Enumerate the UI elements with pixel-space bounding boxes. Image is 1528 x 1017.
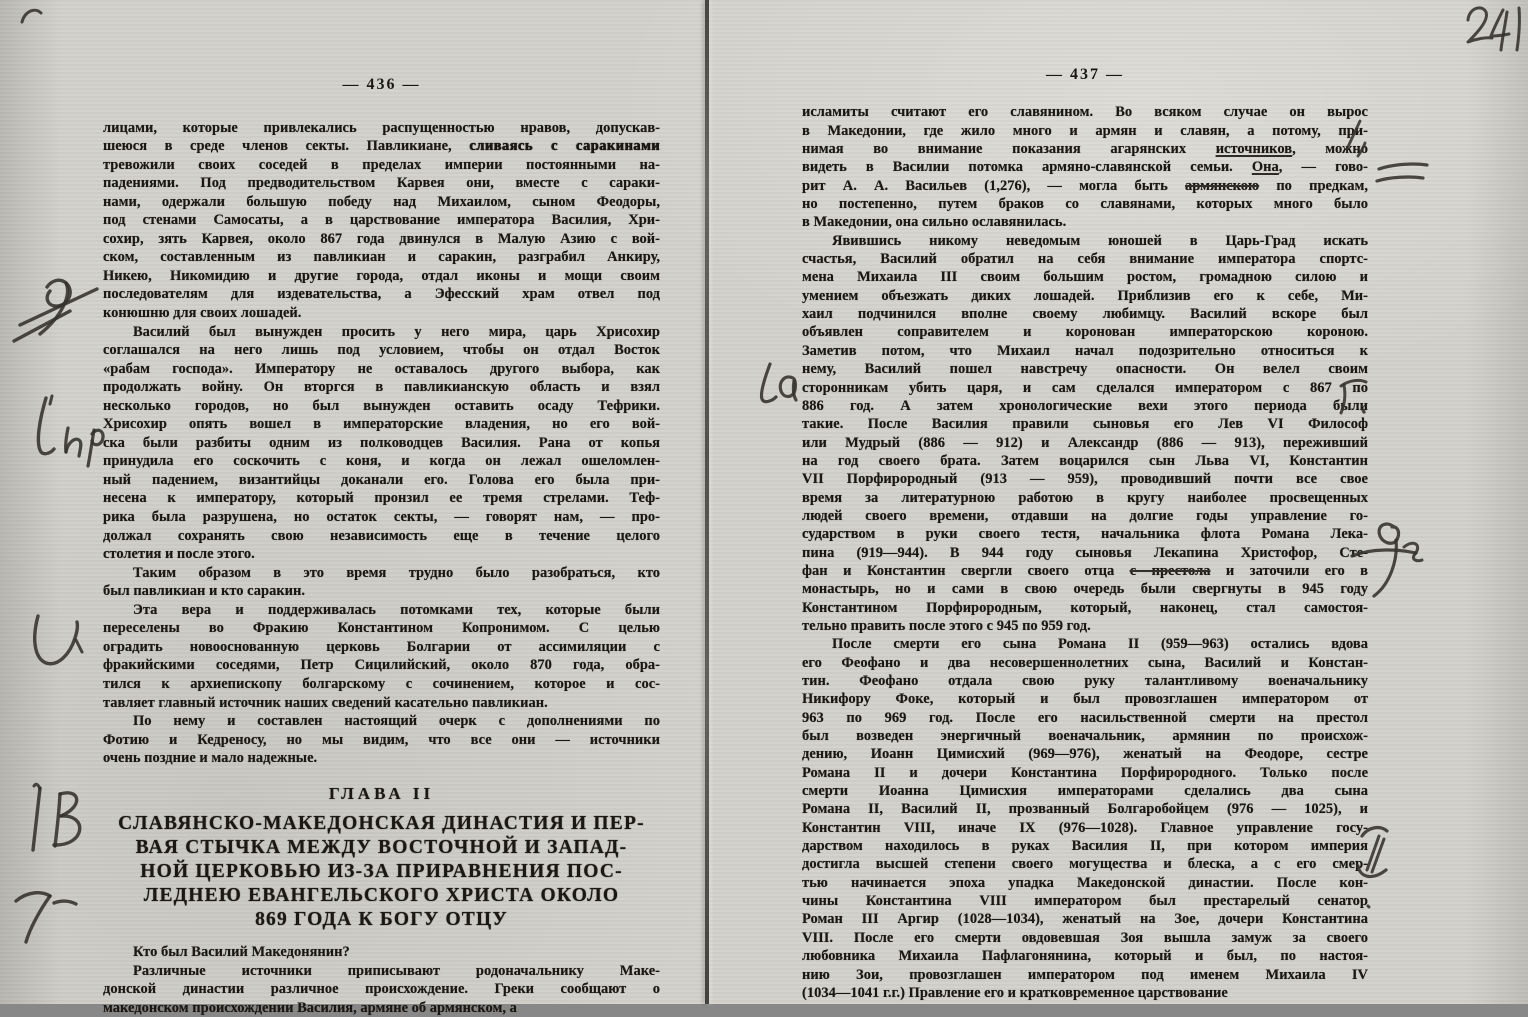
text-line: 886 год. А затем хронологические вехи этого периода были	[802, 397, 1368, 414]
chapter-heading: ГЛАВА II	[328, 783, 435, 803]
text-line: ска были разбиты одним из полководцев Василия. Рана от копья	[103, 434, 660, 451]
text-line: был павликиан и кто саракин.	[103, 583, 306, 600]
text-line: По нему и составлен настоящий очерк с дополнениями по	[133, 713, 660, 730]
text-line: достигла высшей степени своего могущества и блеска, а с его смер-	[802, 856, 1368, 873]
text-line: умением объезжать диких лошадей. Приблизив его к себе, Ми-	[802, 287, 1368, 304]
text-line: объявлен соправителем и коронован императорскою короною.	[802, 324, 1368, 341]
text-line: сохир, зять Карвея, около 867 года двинулся в Малую Азию с вой-	[103, 230, 660, 247]
text-line: тельно править после этого с 945 по 959 год.	[802, 617, 1091, 634]
text-line: рит А. А. Васильев (1,276), — могла быть армянскою по предкам,	[802, 177, 1369, 194]
text-line: нами, одержали большую победу над Михаилом, сыном Феодоры,	[103, 193, 660, 210]
chapter-title-line: 869 ГОДА К БОГУ ОТЦУ	[255, 909, 508, 931]
text-line: падениями. Под предводительством Карвея они, вместе с сараки-	[103, 175, 660, 192]
text-line: Роман III Аргир (1028—1034), женатый на Зое, дочери Константина	[802, 911, 1368, 928]
text-line: VII Порфирородный (913 — 959), проводивший почти все свое	[802, 471, 1368, 488]
text-line: монастырь, но и сами в свою очередь были свергнуты в 945 году	[802, 581, 1368, 598]
text-line: Эта вера и поддерживалась потомками тех, которые были	[133, 601, 660, 618]
text-line: сударством в руки своего тестя, начальника флота Романа Лека-	[802, 526, 1368, 543]
chapter-title-line: СЛАВЯНСКО-МАКЕДОНСКАЯ ДИНАСТИЯ И ПЕР-	[118, 813, 645, 835]
text-line: мена Михаила III своим большим ростом, громадною силою и	[802, 269, 1368, 286]
text-line: его Феофано и два несовершеннолетних сына, Василий и Констан-	[802, 654, 1368, 671]
text-line: тавляет главный источник наших сведений касательно павликиан.	[103, 694, 548, 711]
chapter-title	[103, 812, 660, 932]
text-line: После смерти его сына Романа II (959—963) остались вдова	[832, 636, 1368, 653]
text-line: ском, составленным из павликиан и саракин, разграбил Анкиру,	[103, 249, 660, 266]
text-line: столетия и после этого.	[103, 546, 255, 563]
text-line: время за литературною работою в кругу наиболее просвещенных	[802, 489, 1368, 506]
margin-mark-double-dash	[1377, 164, 1427, 181]
text-line: тревожили своих соседей в пределах империи постоянными на-	[103, 156, 660, 173]
text-line: последователям для издевательства, а Эфесский храм отвел под	[103, 286, 660, 303]
text-line: нию Зои, провозглашен императором под именем Михаила IV	[802, 966, 1368, 983]
text-line: ный падением, византийцы доканали его. Голова его была при-	[103, 471, 660, 488]
text-line: дарством находилось в руках Василия II, при котором империя	[802, 838, 1368, 855]
margin-mark-lir	[38, 396, 103, 466]
text-line: Константин VIII, иначе IX (976—1028). Главное управление госу-	[802, 819, 1368, 836]
text-line: принудила его соскочить с коня, и когда он лежал ошеломлен-	[103, 453, 660, 470]
text-line: оградить новооснованную церковь Болгарии от ассимиляции с	[103, 638, 660, 655]
text-line: переселены во Фракию Константином Копронимом. С целью	[103, 620, 660, 637]
text-line: Романа II, Василий II, прозванный Болгаробойцем (976 — 1025), и	[802, 801, 1368, 818]
paragraph	[103, 601, 660, 712]
text-line: тью начинается эпоха упадка Македонской династии. После кон-	[802, 874, 1368, 891]
page-number-left: — 436 —	[342, 76, 421, 93]
page-gutter-line	[705, 0, 709, 1004]
text-line: на год своего брата. Затем воцарился сын Льва VI, Константин	[802, 452, 1368, 469]
text-line: людей своего времени, отдавши на долгие годы управление го-	[802, 507, 1368, 524]
corner-number-241	[1468, 8, 1519, 50]
chapter-title-line: НОЙ ЦЕРКОВЬЮ ИЗ-ЗА ПРИРАВНЕНИЯ ПОС-	[140, 861, 623, 883]
text-line: такие. После Василия правили сыновья его Лев VI Философ	[802, 416, 1368, 433]
text-line: шеюся в среде членов секты. Павликиане, сливаясь с саракинами	[103, 138, 660, 155]
text-line: нимая во внимание показания агарянских источников, можно	[802, 141, 1368, 158]
chapter-title-line: ЛЕДНЕЮ ЕВАНГЕЛЬСКОГО ХРИСТА ОКОЛО	[143, 885, 620, 907]
text-line: фан и Константин свергли своего отца с престола и заточили его в	[802, 562, 1369, 579]
margin-mark-topleft	[22, 10, 41, 22]
text-line: фракийскими соседями, Петр Сицилийский, около 870 года, обра-	[103, 657, 660, 674]
text-line: донской династии различное происхождение. Греки сообщают о	[103, 981, 660, 998]
text-line: хаил подчинился вполне своему любимцу. Василий вскоре был	[802, 306, 1368, 323]
text-line: должал сохранять свою независимость еще в течение целого	[103, 527, 660, 544]
paragraph	[103, 962, 660, 1017]
text-line: VIII. После его смерти овдовевшая Зоя вышла замуж за своего	[802, 929, 1368, 946]
chapter-title-line: ВАЯ СТЫЧКА МЕЖДУ ВОСТОЧНОЙ И ЗАПАД-	[135, 837, 628, 859]
text-line: Хрисохир опять вошел в императорские владения, но его вой-	[103, 416, 660, 433]
text-line: Константином Порфирородным, который, наконец, стал самостоя-	[802, 599, 1368, 616]
text-line: очень поздние и мало надежные.	[103, 750, 318, 767]
paragraph	[103, 323, 660, 564]
text-line: Явившись никому неведомым юношей в Царь-Град искать	[832, 232, 1368, 249]
text-line: тин. Феофано отдала свою руку талантливому военачальнику	[802, 673, 1368, 689]
margin-mark-seven-dash	[16, 893, 76, 942]
text-line: (1034—1041 г.г.) Правление его и кратковременное царствование	[802, 984, 1228, 1001]
margin-mark-crossed-scribble-left	[14, 280, 97, 341]
text-line: Василий был вынужден просить у него мира, царь Хрисохир	[133, 323, 660, 340]
margin-mark-la	[761, 364, 796, 402]
paragraph	[103, 712, 660, 768]
text-line: Кто был Василий Македонянин?	[133, 944, 350, 961]
text-line: был возведен энергичный военачальник, армянин по происхож-	[802, 728, 1368, 745]
text-line: любовника Михаила Пафлагонянина, который и был, по настоя-	[802, 948, 1368, 965]
text-line: конюшню для своих лошадей.	[103, 305, 302, 322]
text-line: несколько городов, но был вынужден оставить осаду Тефрики.	[103, 397, 660, 414]
page-number-right: — 437 —	[1046, 66, 1124, 83]
text-line: исламиты считают его славянином. Во всяком случае он вырос	[802, 104, 1368, 121]
text-line: чины Константина VIII императором был престарелый сенатор	[802, 893, 1368, 910]
paragraph	[103, 119, 660, 323]
text-line: Никифору Фоке, который и был провозглашен императором от	[802, 691, 1368, 708]
margin-mark-b	[33, 784, 80, 850]
paragraph	[103, 564, 660, 601]
text-line: дению, Иоанн Цимисхий (969—976), женатый на Феодоре, сестре	[802, 746, 1368, 763]
text-line: в Македонии, где жило много и армян и славян, а потому, при-	[802, 122, 1368, 139]
text-line: смерти Иоанна Цимисхия императорами сделались два сына	[802, 783, 1368, 800]
page-left-436	[103, 76, 660, 1017]
text-line: Романа II и дочери Константина Порфирородного. Только после	[802, 764, 1368, 781]
text-line: Никею, Никомидию и другие города, отдал иконы и мощи своим	[103, 267, 660, 284]
text-line: Различные источники приписывают родоначальнику Маке-	[133, 962, 660, 979]
text-line: но постепенно, путем браков со славянами, которых много было	[802, 196, 1368, 213]
text-line: соглашался на него лишь под условием, чтобы он отдал Восток	[103, 342, 660, 359]
text-line: пина (919—944). В 944 году сыновья Лекапина Христофор, Сте-	[802, 544, 1368, 561]
text-line: Заметив потом, что Михаил начал подозрительно относиться к	[802, 342, 1368, 359]
text-line: Таким образом в это время трудно было разобраться, кто	[133, 564, 660, 581]
paragraph	[802, 635, 1368, 1002]
text-line: македонском происхождении Василия, армяне об армянском, а	[103, 999, 517, 1016]
paragraph	[802, 232, 1368, 636]
text-line: продолжать войну. Он вторгся в павликианскую область и взял	[103, 379, 660, 396]
text-line: «рабам господа». Императору не оставалось другого выбора, как	[103, 360, 660, 377]
text-line: лицами, которые привлекались распущенностью нравов, допускав-	[103, 119, 660, 136]
text-line: или Мудрый (886 — 912) и Александр (886 — 913), переживший	[802, 434, 1368, 451]
text-line: в Македонии, она сильно ославянилась.	[802, 214, 1067, 231]
margin-mark-u	[35, 616, 82, 664]
page-right-437	[802, 66, 1368, 1002]
text-line: Фотию и Кедреносу, но мы видим, что все они — источники	[103, 731, 660, 748]
text-line: нему, Василий пошел навстречу опасности. Он велел своим	[802, 361, 1368, 378]
text-line: тился к архиепископу болгарскому с сочинением, которое и сос-	[103, 675, 660, 692]
paragraph	[802, 103, 1368, 231]
text-line: 963 по 969 год. После его насильственной смерти на престол	[802, 709, 1368, 726]
text-line: несена к императору, который пронзил ее тремя стрелами. Теф-	[103, 490, 660, 507]
text-line: счастья, Василий обратил на себя внимание императора спортс-	[802, 251, 1368, 268]
paragraph	[103, 943, 660, 962]
text-line: сторонникам убить царя, и сам сделался императором с 867 по	[802, 379, 1368, 396]
text-line: рика была разрушена, но остаток секты, — говорят нам, — про-	[103, 509, 660, 526]
text-line: видеть в Василии потомка армяно-славянской семьи. Она, — гово-	[802, 159, 1368, 176]
text-line: под стенами Самосаты, а в царствование императора Василия, Хри-	[103, 212, 660, 229]
